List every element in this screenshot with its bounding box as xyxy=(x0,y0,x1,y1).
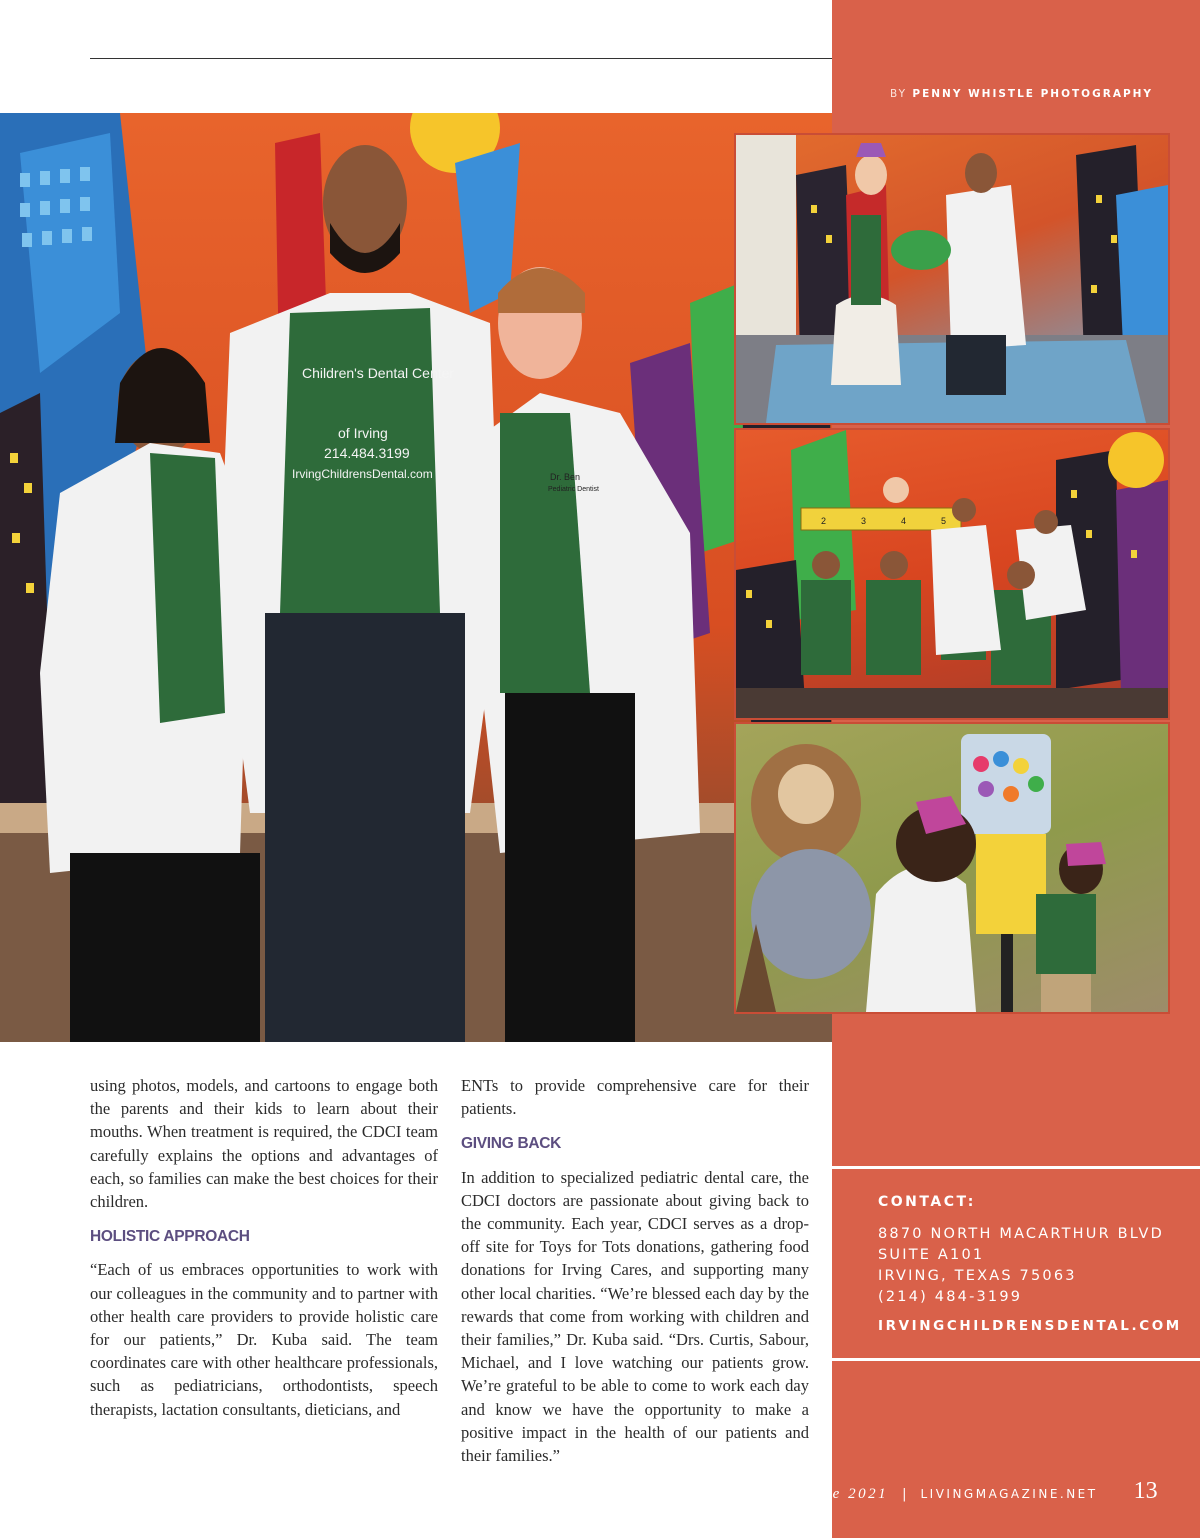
paragraph-intro: using photos, models, and cartoons to engage both the parents and their kids to learn about their mouths. When treatment is required, the CDCI team carefully explains the options and advantages of each, so families can make the best choices for their children. xyxy=(90,1076,438,1212)
footer-separator: | xyxy=(902,1487,907,1502)
page-number: 13 xyxy=(1133,1478,1158,1504)
footer-site: LIVINGMAGAZINE.NET xyxy=(920,1487,1098,1501)
page-footer xyxy=(806,1478,1158,1505)
paragraph-giving-back: In addition to specialized pediatric dental care, the CDCI doctors are passionate about giving back to the community. Each year, CDCI serves as a drop-off site for Toys for Tots donations, gathering food donations for Irving Cares, and supporting many other local charities. “We’re blessed each day by the rewards that come from working with children and their families,” Dr. Kuba said. “Drs. Curtis, Sabour, Michael, and I love watching our patients grow. We’re grateful to be able to come to work each day and know we have the opportunity to make a positive impact in the health of our patients and their families.” xyxy=(461,1167,809,1466)
coat-name: Dr. Ben xyxy=(550,472,581,482)
photo-credit xyxy=(890,88,1153,100)
article-column-right xyxy=(461,1074,809,1467)
subhead-holistic-approach: HOLISTIC APPROACH xyxy=(90,1228,250,1246)
paragraph-holistic: “Each of us embraces opportunities to work with our colleagues in the community and to partner with other health care providers to provide holistic care for our patients,” Dr. Kuba said. The team coordinates care with other healthcare professionals, such as pediatricians, orthodontists, speech therapists, lactation consultants, dieticians, and xyxy=(90,1260,438,1419)
footer-issue-date: june 2021 xyxy=(806,1486,889,1502)
contact-city: IRVING, TEXAS 75063 xyxy=(878,1268,1077,1284)
ruler-number-2: 2 xyxy=(821,516,827,526)
coat-title: Pediatric Dentist xyxy=(548,486,599,493)
shirt-phone: 214.484.3199 xyxy=(324,445,410,461)
contact-website-link[interactable]: IRVINGCHILDRENSDENTAL.COM xyxy=(878,1318,1182,1334)
shirt-web: IrvingChildrensDental.com xyxy=(292,467,433,481)
contact-rule-bottom xyxy=(832,1358,1200,1361)
side-photo-gumball-machine xyxy=(734,722,1170,1014)
side-photo-dentist-with-child xyxy=(734,133,1170,425)
shirt-text-line1: Children's Dental Center xyxy=(302,365,455,381)
ruler-number-3: 3 xyxy=(861,516,867,526)
contact-address-line2: SUITE A101 xyxy=(878,1247,985,1263)
credit-name: PENNY WHISTLE PHOTOGRAPHY xyxy=(912,88,1154,100)
main-photo-dentists xyxy=(0,113,832,1042)
side-photo-team-with-ruler xyxy=(734,428,1170,720)
credit-by: BY xyxy=(890,88,908,100)
article-column-left xyxy=(90,1074,438,1421)
shirt-text-line2: of Irving xyxy=(338,425,388,441)
top-rule xyxy=(90,58,832,59)
contact-heading: CONTACT: xyxy=(878,1194,976,1210)
subhead-giving-back: GIVING BACK xyxy=(461,1135,562,1153)
contact-block xyxy=(878,1194,1182,1334)
paragraph-ents: ENTs to provide comprehensive care for their patients. xyxy=(461,1076,809,1119)
contact-phone: (214) 484-3199 xyxy=(878,1289,1023,1305)
contact-address-line1: 8870 NORTH MACARTHUR BLVD xyxy=(878,1226,1164,1242)
contact-rule-top xyxy=(832,1166,1200,1169)
ruler-number-4: 4 xyxy=(901,516,907,526)
ruler-number-5: 5 xyxy=(941,516,947,526)
